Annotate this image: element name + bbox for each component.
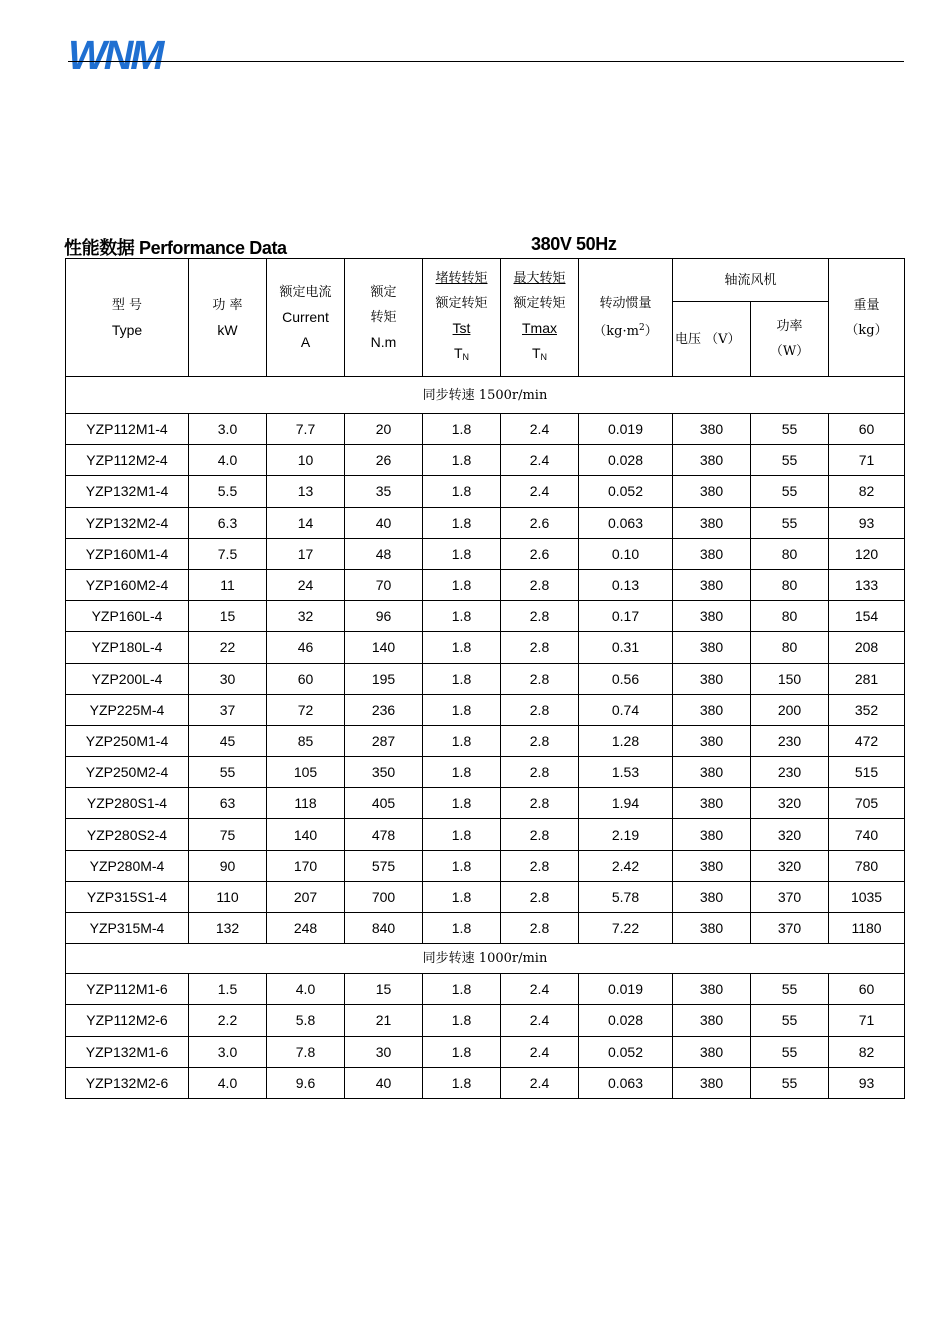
table-cell: 1.8 xyxy=(423,913,501,944)
header-rule xyxy=(68,61,904,62)
table-cell: 236 xyxy=(345,694,423,725)
table-row xyxy=(66,1036,905,1067)
header-weight xyxy=(829,259,905,377)
table-cell: 380 xyxy=(673,725,751,756)
table-cell: 2.6 xyxy=(501,538,579,569)
table-cell: 0.56 xyxy=(579,663,673,694)
header-tst-den: $T_N$ xyxy=(453,344,470,362)
table-cell: 11 xyxy=(189,569,267,600)
table-cell: YZP180L-4 xyxy=(66,632,189,663)
table-cell: 705 xyxy=(829,788,905,819)
table-cell: 2.8 xyxy=(501,881,579,912)
header-type-en: Type xyxy=(111,321,143,338)
table-cell: 0.13 xyxy=(579,569,673,600)
table-cell: 1.8 xyxy=(423,414,501,445)
table-row xyxy=(66,694,905,725)
table-cell: 120 xyxy=(829,538,905,569)
table-cell: 15 xyxy=(345,974,423,1005)
table-cell: 515 xyxy=(829,757,905,788)
table-cell: 287 xyxy=(345,725,423,756)
table-cell: 0.17 xyxy=(579,601,673,632)
table-cell: 110 xyxy=(189,881,267,912)
table-cell: YZP280M-4 xyxy=(66,850,189,881)
table-cell: 63 xyxy=(189,788,267,819)
table-cell: 230 xyxy=(751,725,829,756)
table-cell: 22 xyxy=(189,632,267,663)
table-cell: 7.8 xyxy=(267,1036,345,1067)
table-cell: 380 xyxy=(673,913,751,944)
table-cell: 380 xyxy=(673,974,751,1005)
header-inertia-cn: 转动惯量 xyxy=(599,296,652,311)
table-cell: 230 xyxy=(751,757,829,788)
table-cell: 93 xyxy=(829,507,905,538)
header-torque-cn1: 额定 xyxy=(370,285,397,300)
header-torque-unit: N.m xyxy=(370,334,397,350)
table-cell: 780 xyxy=(829,850,905,881)
table-cell: 380 xyxy=(673,819,751,850)
table-row xyxy=(66,1005,905,1036)
table-cell: 75 xyxy=(189,819,267,850)
table-cell: 1.8 xyxy=(423,881,501,912)
table-cell: 60 xyxy=(267,663,345,694)
table-row xyxy=(66,881,905,912)
table-cell: 4.0 xyxy=(189,1067,267,1098)
header-tst-cn2: 额定转矩 xyxy=(435,295,488,311)
table-cell: 2.8 xyxy=(501,725,579,756)
table-cell: 380 xyxy=(673,757,751,788)
table-cell: 20 xyxy=(345,414,423,445)
table-cell: 55 xyxy=(751,445,829,476)
table-cell: 90 xyxy=(189,850,267,881)
table-cell: 1.8 xyxy=(423,788,501,819)
table-cell: 575 xyxy=(345,850,423,881)
table-row xyxy=(66,974,905,1005)
table-cell: YZP200L-4 xyxy=(66,663,189,694)
table-row xyxy=(66,850,905,881)
table-cell: 0.063 xyxy=(579,507,673,538)
table-cell: 46 xyxy=(267,632,345,663)
table-cell: YZP280S2-4 xyxy=(66,819,189,850)
table-cell: 24 xyxy=(267,569,345,600)
table-cell: 140 xyxy=(267,819,345,850)
section-row xyxy=(66,944,905,974)
title-right: 380V 50Hz xyxy=(531,234,617,254)
table-cell: 380 xyxy=(673,850,751,881)
table-cell: 2.8 xyxy=(501,601,579,632)
header-fan: 轴流风机 xyxy=(673,259,829,302)
table-cell: 380 xyxy=(673,788,751,819)
table-cell: 1.8 xyxy=(423,476,501,507)
table-cell: 248 xyxy=(267,913,345,944)
table-cell: 0.028 xyxy=(579,445,673,476)
table-cell: 380 xyxy=(673,632,751,663)
table-cell: 1.8 xyxy=(423,1036,501,1067)
header-power-unit: kW xyxy=(217,321,238,338)
table-cell: 1.8 xyxy=(423,1067,501,1098)
table-cell: 55 xyxy=(751,507,829,538)
table-cell: 4.0 xyxy=(267,974,345,1005)
table-cell: 320 xyxy=(751,850,829,881)
table-cell: 200 xyxy=(751,694,829,725)
table-row xyxy=(66,601,905,632)
table-row xyxy=(66,757,905,788)
table-cell: 472 xyxy=(829,725,905,756)
table-cell: 380 xyxy=(673,569,751,600)
table-cell: 195 xyxy=(345,663,423,694)
table-cell: 55 xyxy=(751,476,829,507)
table-cell: 700 xyxy=(345,881,423,912)
table-cell: 1.8 xyxy=(423,694,501,725)
table-cell: 10 xyxy=(267,445,345,476)
table-cell: 71 xyxy=(829,445,905,476)
table-cell: 350 xyxy=(345,757,423,788)
table-cell: YZP112M1-4 xyxy=(66,414,189,445)
table-cell: 380 xyxy=(673,538,751,569)
table-cell: 1.8 xyxy=(423,632,501,663)
section-row xyxy=(66,377,905,414)
table-cell: 281 xyxy=(829,663,905,694)
header-inertia-unit: $(kg\cdot m^2)$ xyxy=(593,323,658,339)
table-cell: 60 xyxy=(829,414,905,445)
table-cell: 1.8 xyxy=(423,850,501,881)
table-cell: YZP132M1-4 xyxy=(66,476,189,507)
table-cell: YZP250M1-4 xyxy=(66,725,189,756)
table-cell: 380 xyxy=(673,663,751,694)
table-cell: 26 xyxy=(345,445,423,476)
table-title xyxy=(64,234,904,258)
table-cell: 5.8 xyxy=(267,1005,345,1036)
header-current-en: Current xyxy=(282,309,329,325)
performance-table xyxy=(65,258,905,1099)
table-cell: 21 xyxy=(345,1005,423,1036)
table-cell: 1.8 xyxy=(423,974,501,1005)
table-cell: 154 xyxy=(829,601,905,632)
table-cell: 2.42 xyxy=(579,850,673,881)
header-weight-cn: 重量 xyxy=(853,297,880,313)
header-type-cn: 型 号 xyxy=(111,297,143,313)
header-current-unit: A xyxy=(300,334,311,350)
header-tmax-sym: Tmax xyxy=(522,319,557,336)
table-cell: 2.8 xyxy=(501,819,579,850)
table-cell: 1035 xyxy=(829,881,905,912)
table-cell: 170 xyxy=(267,850,345,881)
table-cell: 1.8 xyxy=(423,601,501,632)
table-cell: 320 xyxy=(751,819,829,850)
table-cell: 1.94 xyxy=(579,788,673,819)
table-cell: 30 xyxy=(189,663,267,694)
table-cell: 1.8 xyxy=(423,445,501,476)
table-row xyxy=(66,819,905,850)
header-power xyxy=(189,259,267,377)
table-cell: 80 xyxy=(751,601,829,632)
table-cell: 82 xyxy=(829,1036,905,1067)
table-cell: 14 xyxy=(267,507,345,538)
table-cell: YZP132M2-6 xyxy=(66,1067,189,1098)
table-cell: YZP315S1-4 xyxy=(66,881,189,912)
title-left: 性能数据 Performance Data xyxy=(64,238,287,258)
table-cell: 320 xyxy=(751,788,829,819)
table-cell: 2.6 xyxy=(501,507,579,538)
table-row xyxy=(66,569,905,600)
table-cell: 1.8 xyxy=(423,569,501,600)
table-cell: 380 xyxy=(673,601,751,632)
table-cell: 40 xyxy=(345,1067,423,1098)
table-cell: 0.052 xyxy=(579,476,673,507)
table-cell: 30 xyxy=(345,1036,423,1067)
table-cell: YZP112M2-6 xyxy=(66,1005,189,1036)
company-logo xyxy=(68,30,180,80)
header-tmax-cn2: 额定转矩 xyxy=(513,295,566,311)
table-cell: 2.4 xyxy=(501,974,579,1005)
table-cell: 380 xyxy=(673,445,751,476)
table-cell: 380 xyxy=(673,1005,751,1036)
table-cell: 71 xyxy=(829,1005,905,1036)
table-cell: YZP160L-4 xyxy=(66,601,189,632)
table-cell: 80 xyxy=(751,632,829,663)
table-cell: 2.8 xyxy=(501,663,579,694)
table-cell: 3.0 xyxy=(189,1036,267,1067)
table-cell: 82 xyxy=(829,476,905,507)
table-cell: 45 xyxy=(189,725,267,756)
header-torque xyxy=(345,259,423,377)
table-cell: 80 xyxy=(751,569,829,600)
table-cell: 370 xyxy=(751,913,829,944)
header-tmax-den: $T_N$ xyxy=(531,344,548,362)
table-cell: 132 xyxy=(189,913,267,944)
table-cell: 2.8 xyxy=(501,788,579,819)
table-cell: YZP112M1-6 xyxy=(66,974,189,1005)
table-cell: 7.5 xyxy=(189,538,267,569)
table-cell: 740 xyxy=(829,819,905,850)
table-cell: 2.19 xyxy=(579,819,673,850)
table-cell: 1.8 xyxy=(423,507,501,538)
table-cell: 3.0 xyxy=(189,414,267,445)
table-cell: 96 xyxy=(345,601,423,632)
table-row xyxy=(66,663,905,694)
table-cell: 380 xyxy=(673,694,751,725)
table-cell: 118 xyxy=(267,788,345,819)
table-row xyxy=(66,725,905,756)
table-cell: 60 xyxy=(829,974,905,1005)
table-cell: 93 xyxy=(829,1067,905,1098)
table-cell: 55 xyxy=(751,1067,829,1098)
section-label: 同步转速 1500r/min xyxy=(66,377,905,414)
table-cell: 2.4 xyxy=(501,476,579,507)
table-cell: 2.8 xyxy=(501,569,579,600)
table-cell: 9.6 xyxy=(267,1067,345,1098)
header-tst-cn1: 堵转转矩 xyxy=(435,270,488,286)
header-fan-power xyxy=(751,302,829,377)
table-cell: 380 xyxy=(673,414,751,445)
header-current xyxy=(267,259,345,377)
table-cell: 5.78 xyxy=(579,881,673,912)
table-cell: 0.063 xyxy=(579,1067,673,1098)
header-torque-cn2: 转矩 xyxy=(370,310,397,325)
table-cell: 13 xyxy=(267,476,345,507)
logo-wordmark: WNM xyxy=(68,32,162,78)
table-row xyxy=(66,414,905,445)
header-row-1 xyxy=(66,259,905,302)
table-cell: 405 xyxy=(345,788,423,819)
table-cell: 840 xyxy=(345,913,423,944)
table-cell: 6.3 xyxy=(189,507,267,538)
table-cell: YZP112M2-4 xyxy=(66,445,189,476)
table-cell: 80 xyxy=(751,538,829,569)
table-row xyxy=(66,788,905,819)
table-cell: 1.8 xyxy=(423,725,501,756)
table-row xyxy=(66,913,905,944)
table-cell: 85 xyxy=(267,725,345,756)
table-row xyxy=(66,1067,905,1098)
table-cell: 0.74 xyxy=(579,694,673,725)
table-cell: 1.8 xyxy=(423,757,501,788)
table-cell: 32 xyxy=(267,601,345,632)
table-cell: 55 xyxy=(751,1005,829,1036)
table-cell: 1.8 xyxy=(423,663,501,694)
table-row xyxy=(66,507,905,538)
table-cell: YZP280S1-4 xyxy=(66,788,189,819)
table-cell: 48 xyxy=(345,538,423,569)
table-cell: 55 xyxy=(751,974,829,1005)
table-cell: 0.019 xyxy=(579,974,673,1005)
header-tmax-cn1: 最大转矩 xyxy=(513,270,566,286)
table-cell: 1.8 xyxy=(423,819,501,850)
table-cell: 2.8 xyxy=(501,694,579,725)
table-cell: YZP160M2-4 xyxy=(66,569,189,600)
section-label: 同步转速 1000r/min xyxy=(66,944,905,974)
table-cell: 140 xyxy=(345,632,423,663)
header-fan-power-cn: 功率 xyxy=(776,319,803,334)
header-current-cn: 额定电流 xyxy=(279,285,332,300)
table-cell: 2.4 xyxy=(501,445,579,476)
table-cell: 2.8 xyxy=(501,757,579,788)
table-cell: 1.8 xyxy=(423,1005,501,1036)
table-cell: YZP225M-4 xyxy=(66,694,189,725)
table-cell: 1180 xyxy=(829,913,905,944)
table-cell: 105 xyxy=(267,757,345,788)
table-cell: 7.7 xyxy=(267,414,345,445)
table-cell: 370 xyxy=(751,881,829,912)
table-cell: 2.8 xyxy=(501,632,579,663)
table-cell: 1.53 xyxy=(579,757,673,788)
table-cell: YZP132M1-6 xyxy=(66,1036,189,1067)
table-cell: YZP315M-4 xyxy=(66,913,189,944)
table-cell: 2.4 xyxy=(501,1005,579,1036)
table-cell: 0.31 xyxy=(579,632,673,663)
table-cell: 5.5 xyxy=(189,476,267,507)
header-power-cn: 功 率 xyxy=(212,297,243,313)
header-tst-sym: Tst xyxy=(452,319,471,336)
table-cell: 133 xyxy=(829,569,905,600)
table-cell: 150 xyxy=(751,663,829,694)
table-cell: 2.4 xyxy=(501,414,579,445)
table-cell: 1.8 xyxy=(423,538,501,569)
table-cell: 0.019 xyxy=(579,414,673,445)
table-cell: 2.2 xyxy=(189,1005,267,1036)
header-type xyxy=(66,259,189,377)
header-fan-voltage: 电压 （V） xyxy=(673,302,751,377)
table-cell: 55 xyxy=(189,757,267,788)
table-cell: 380 xyxy=(673,881,751,912)
table-cell: YZP250M2-4 xyxy=(66,757,189,788)
table-cell: 37 xyxy=(189,694,267,725)
header-weight-unit: （kg） xyxy=(845,322,888,338)
table-cell: 55 xyxy=(751,414,829,445)
header-fan-power-unit: （W） xyxy=(769,344,810,359)
table-cell: 0.028 xyxy=(579,1005,673,1036)
table-cell: 35 xyxy=(345,476,423,507)
table-cell: 380 xyxy=(673,476,751,507)
table-cell: 15 xyxy=(189,601,267,632)
table-cell: YZP160M1-4 xyxy=(66,538,189,569)
table-row xyxy=(66,445,905,476)
table-cell: 2.4 xyxy=(501,1036,579,1067)
table-cell: 208 xyxy=(829,632,905,663)
header-inertia xyxy=(579,259,673,377)
table-cell: 72 xyxy=(267,694,345,725)
table-cell: 478 xyxy=(345,819,423,850)
table-cell: 380 xyxy=(673,1036,751,1067)
table-cell: 2.4 xyxy=(501,1067,579,1098)
table-cell: YZP132M2-4 xyxy=(66,507,189,538)
table-cell: 207 xyxy=(267,881,345,912)
table-cell: 380 xyxy=(673,507,751,538)
table-cell: 55 xyxy=(751,1036,829,1067)
table-cell: 2.8 xyxy=(501,913,579,944)
table-row xyxy=(66,538,905,569)
table-row xyxy=(66,476,905,507)
table-row xyxy=(66,632,905,663)
table-cell: 17 xyxy=(267,538,345,569)
table-cell: 0.10 xyxy=(579,538,673,569)
table-cell: 1.28 xyxy=(579,725,673,756)
table-cell: 0.052 xyxy=(579,1036,673,1067)
table-cell: 4.0 xyxy=(189,445,267,476)
table-cell: 380 xyxy=(673,1067,751,1098)
table-cell: 2.8 xyxy=(501,850,579,881)
header-locked-torque xyxy=(423,259,501,377)
table-cell: 70 xyxy=(345,569,423,600)
header-max-torque xyxy=(501,259,579,377)
table-cell: 40 xyxy=(345,507,423,538)
table-cell: 352 xyxy=(829,694,905,725)
table-cell: 1.5 xyxy=(189,974,267,1005)
table-cell: 7.22 xyxy=(579,913,673,944)
